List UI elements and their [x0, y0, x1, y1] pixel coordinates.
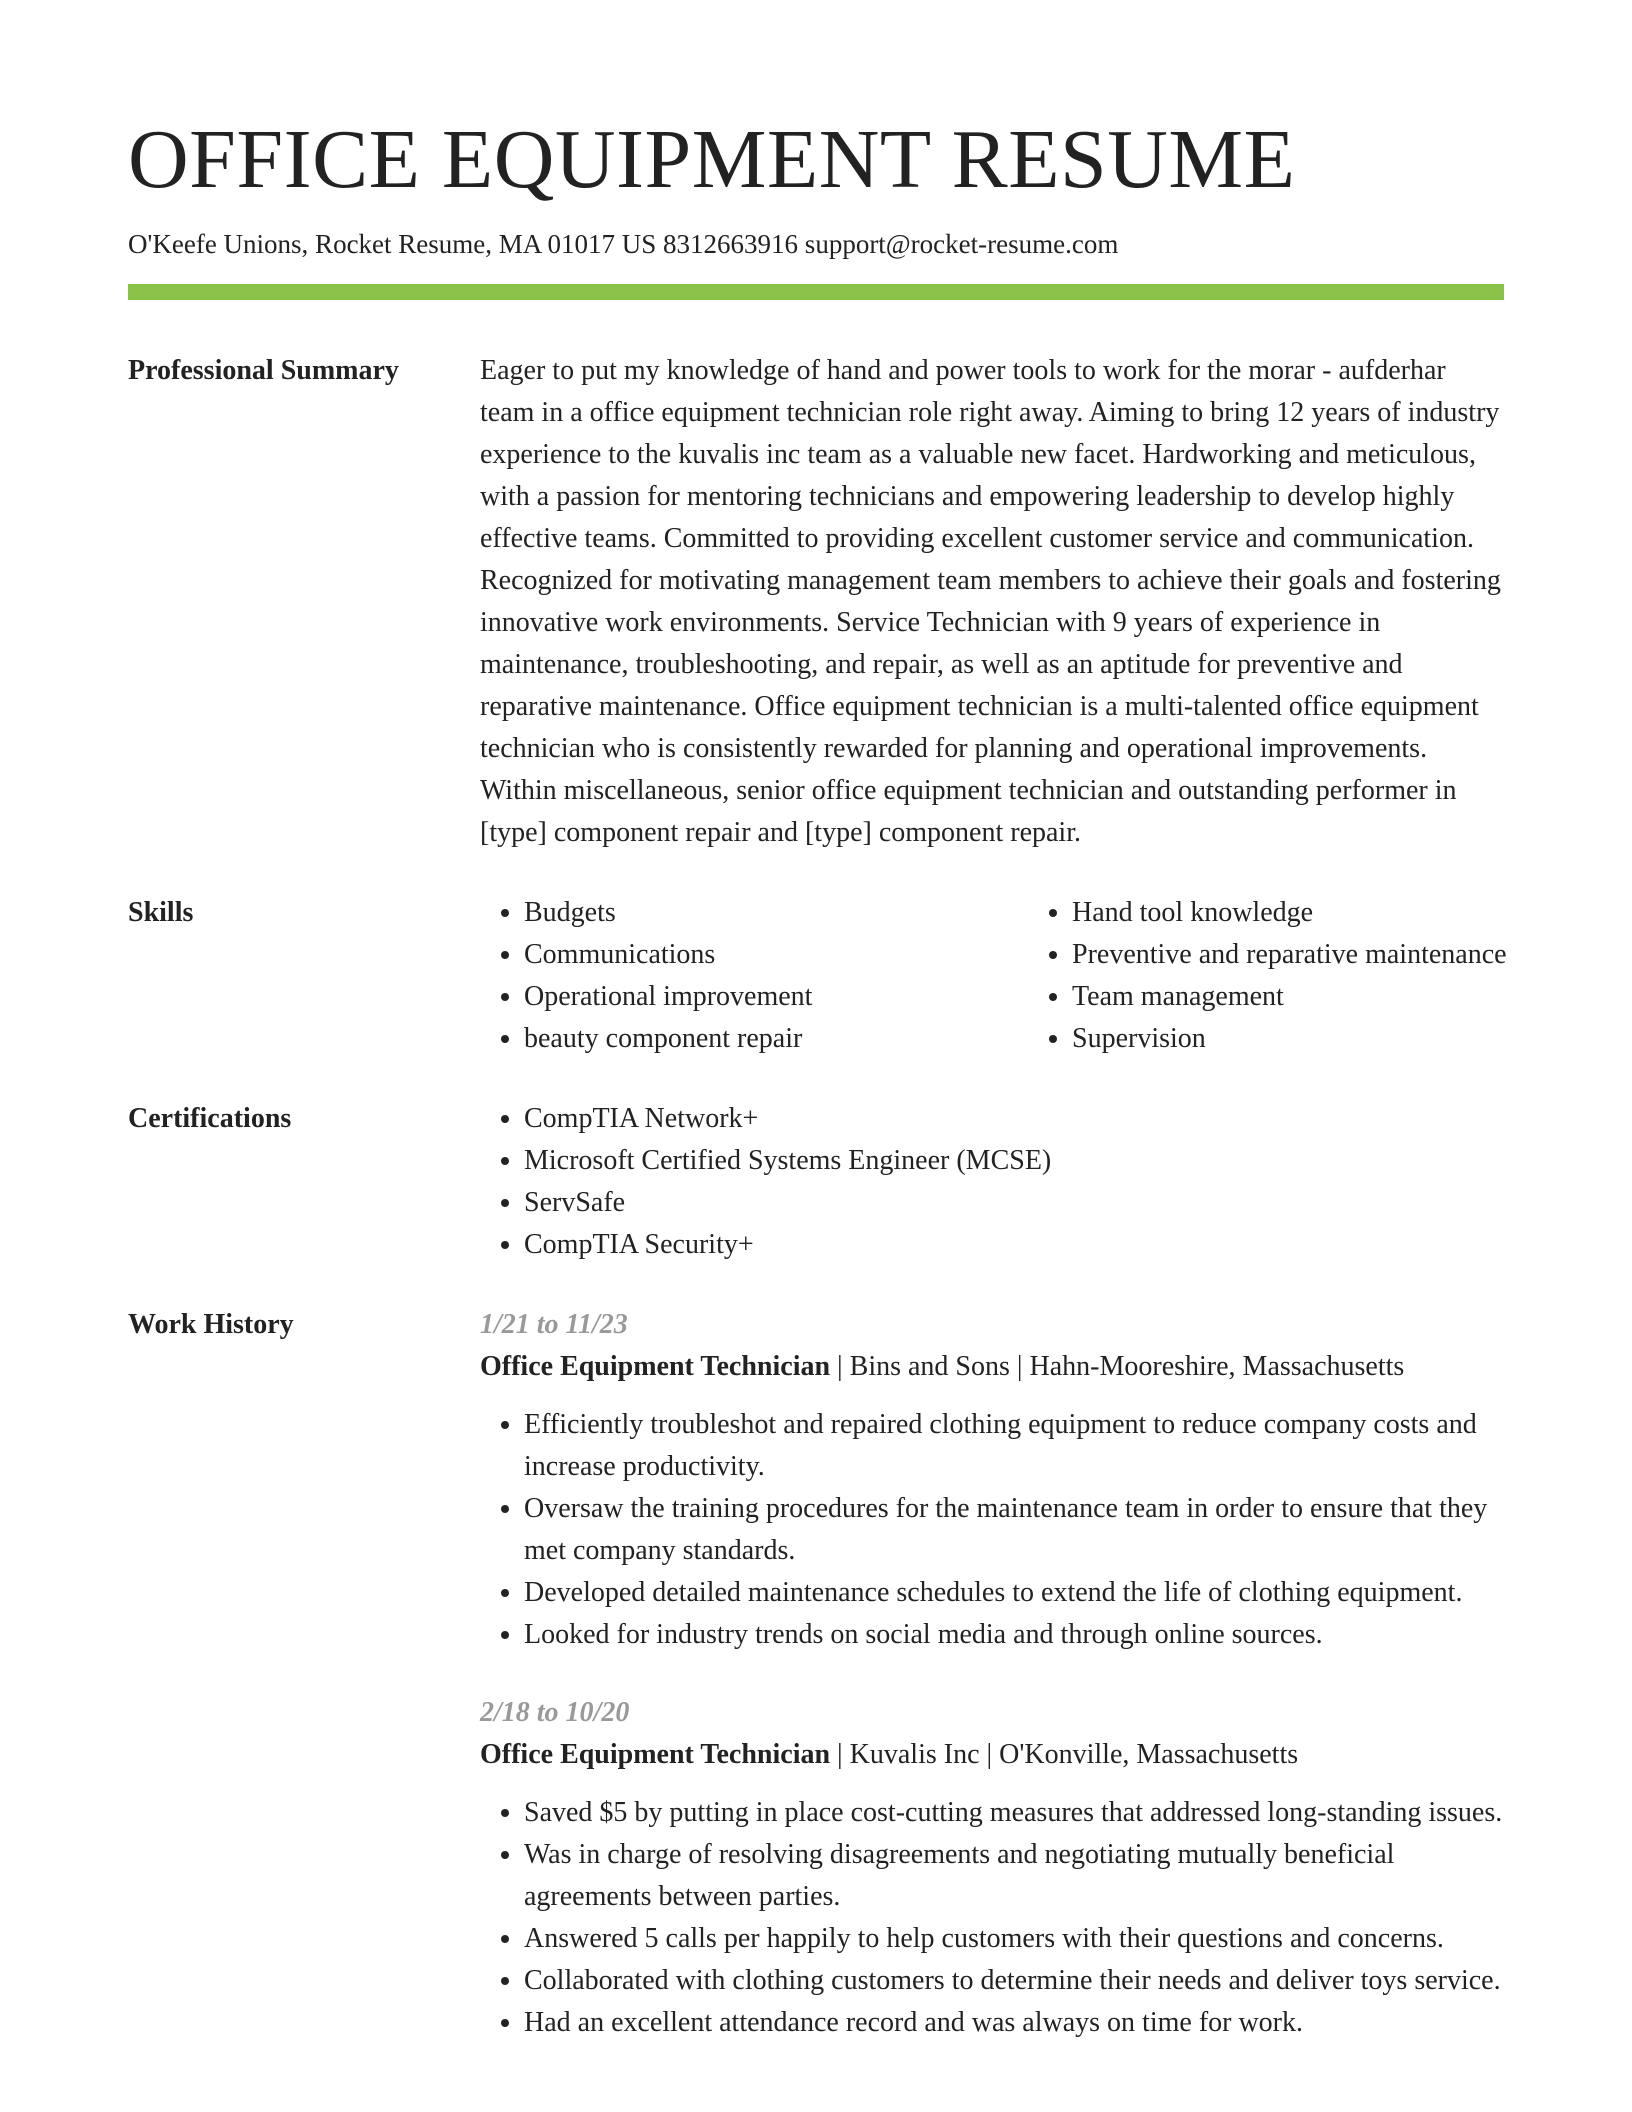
resume-title: OFFICE EQUIPMENT RESUME: [128, 113, 1296, 206]
summary-section: [128, 350, 1504, 854]
job-bullet: • Was in charge of resolving disagreements and negotiating mutually beneficial agreements between parties.: [524, 1834, 1504, 1918]
accent-divider: [128, 284, 1504, 300]
skill-item: • Communications: [524, 934, 1028, 976]
summary-heading: Professional Summary: [128, 355, 399, 387]
certification-item: • CompTIA Network+: [524, 1098, 1504, 1140]
job-details: | Kuvalis Inc | O'Konville, Massachusetts: [830, 1739, 1299, 1771]
job-bullet: • Looked for industry trends on social media and through online sources.: [524, 1614, 1504, 1656]
skill-item: • Supervision: [1072, 1018, 1576, 1060]
certifications-section: [128, 1098, 1504, 1266]
job-bullet: • Answered 5 calls per happily to help customers with their questions and concerns.: [524, 1918, 1504, 1960]
work-history-body: [480, 1304, 1504, 2080]
skills-section: [128, 892, 1507, 1060]
contact-line: O'Keefe Unions, Rocket Resume, MA 01017 US 8312663916 support@rocket-resume.com: [128, 229, 1119, 259]
job-title: Office Equipment Technician: [480, 1351, 831, 1383]
job-entry: [480, 1304, 1504, 1656]
job-bullet-list: [480, 1792, 1504, 2044]
skill-item: • Team management: [1072, 976, 1576, 1018]
certifications-body: [480, 1098, 1504, 1266]
job-bullet: • Oversaw the training procedures for the maintenance team in order to ensure that they met company standards.: [524, 1488, 1504, 1572]
job-entry: [480, 1692, 1504, 2044]
job-header: [480, 1346, 1504, 1388]
job-dates: 2/18 to 10/20: [480, 1697, 630, 1729]
job-bullet: • Developed detailed maintenance schedules to extend the life of clothing equipment.: [524, 1572, 1504, 1614]
work-history-section: [128, 1304, 1504, 2080]
resume-page: [128, 113, 1507, 2080]
skill-item: • Hand tool knowledge: [1072, 892, 1576, 934]
job-details: | Bins and Sons | Hahn-Mooreshire, Massachusetts: [830, 1351, 1405, 1383]
job-bullet: • Collaborated with clothing customers to determine their needs and deliver toys service.: [524, 1960, 1504, 2002]
skill-item: • Preventive and reparative maintenance: [1072, 934, 1576, 976]
skill-item: • Operational improvement: [524, 976, 1028, 1018]
job-header: [480, 1734, 1504, 1776]
certifications-heading: Certifications: [128, 1103, 292, 1135]
certifications-list: [480, 1098, 1504, 1266]
work-history-heading: Work History: [128, 1309, 294, 1341]
skills-heading: Skills: [128, 897, 194, 929]
job-dates: 1/21 to 11/23: [480, 1309, 628, 1341]
job-title: Office Equipment Technician: [480, 1739, 831, 1771]
certification-item: • Microsoft Certified Systems Engineer (MCSE): [524, 1140, 1504, 1182]
job-bullet: • Efficiently troubleshot and repaired clothing equipment to reduce company costs and increase productivity.: [524, 1404, 1504, 1488]
summary-text: Eager to put my knowledge of hand and power tools to work for the morar - aufderhar team in a office equipment technician role right away. Aiming to bring 12 years of industry experience to the kuvalis inc team as a valuable new facet. Hardworking and meticulous, with a passion for mentoring technicians and empowering leadership to develop highly effective teams. Committed to providing excellent customer service and communication. Recognized for motivating management team members to achieve their goals and fostering innovative work environments. Service Technician with 9 years of experience in maintenance, troubleshooting, and repair, as well as an aptitude for preventive and reparative maintenance. Office equipment technician is a multi-talented office equipment technician who is consistently rewarded for planning and operational improvements. Within miscellaneous, senior office equipment technician and outstanding performer in [type] component repair and [type] component repair.: [480, 355, 1501, 849]
job-bullet: • Had an excellent attendance record and was always on time for work.: [524, 2002, 1504, 2044]
skills-body: [480, 892, 1507, 1060]
certification-item: • CompTIA Security+: [524, 1224, 1504, 1266]
summary-body: [480, 350, 1504, 854]
skills-list-right: [1028, 892, 1576, 1060]
job-bullet-list: [480, 1404, 1504, 1656]
certification-item: • ServSafe: [524, 1182, 1504, 1224]
skill-item: • beauty component repair: [524, 1018, 1028, 1060]
skill-item: • Budgets: [524, 892, 1028, 934]
job-bullet: • Saved $5 by putting in place cost-cutting measures that addressed long-standing issues.: [524, 1792, 1504, 1834]
skills-list-left: [480, 892, 1028, 1060]
